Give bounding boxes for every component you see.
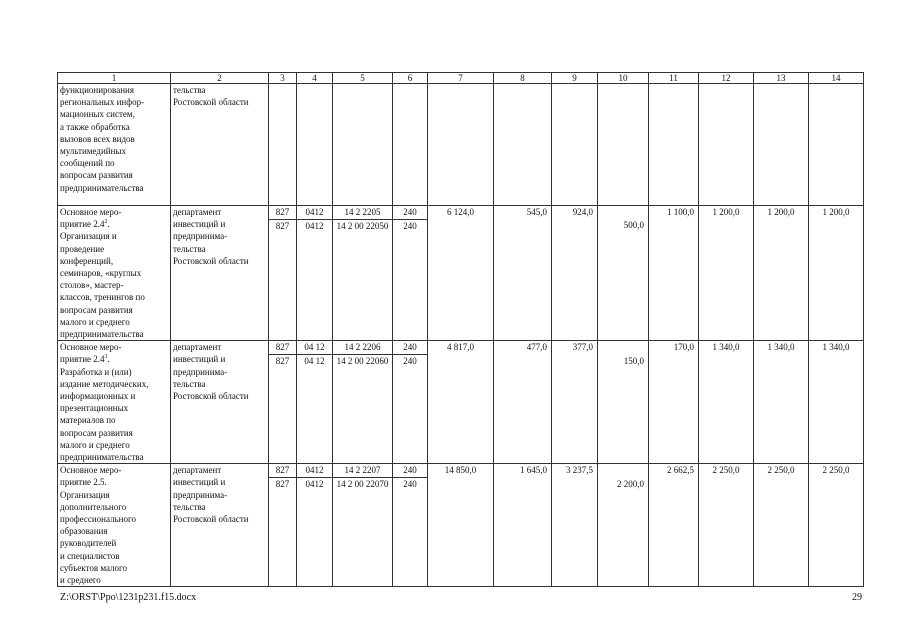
col-header: 1: [58, 73, 171, 84]
gr-code: 827: [269, 206, 297, 220]
year-value: 1 200,0: [699, 206, 754, 341]
gr-code: 827: [269, 464, 297, 478]
section-code: 0412: [297, 478, 333, 587]
total-value: 14 850,0: [428, 464, 494, 587]
event-title-tail: .: [107, 219, 110, 230]
event-title: Основное меро- приятие 2.4: [60, 207, 122, 230]
year-value: 1 340,0: [754, 341, 809, 464]
event-description: функционирования региональных инфор- мационных систем, а также обработка вызовов всех видов мультимедийных сообщений по вопросам развития предпринимательства: [58, 84, 171, 206]
year-value: 2 250,0: [809, 464, 864, 587]
col-header: 9: [552, 73, 598, 84]
column-number-row: [58, 73, 864, 84]
program-table-wrap: [57, 72, 863, 587]
year-value: 2 662,5: [649, 464, 699, 587]
gr-code: 827: [269, 478, 297, 587]
event-description: Организация дополнительного профессионального образования руководителей и специалистов субъектов малого и среднего: [60, 489, 136, 586]
gr-code: 827: [269, 355, 297, 464]
year-value: 1 200,0: [809, 206, 864, 341]
year-value: 1 100,0: [649, 206, 699, 341]
col-header: 13: [754, 73, 809, 84]
section-code: 04 12: [297, 341, 333, 355]
year-value: 1 340,0: [809, 341, 864, 464]
target-code: 14 2 00 22060: [333, 355, 393, 464]
expense-code: 240: [393, 341, 428, 355]
table-row: [58, 206, 864, 220]
col-header: 6: [393, 73, 428, 84]
page-number: 29: [852, 592, 862, 603]
year-value: 2 250,0: [699, 464, 754, 587]
event-footnote: 2: [104, 219, 108, 226]
gr-code: 827: [269, 219, 297, 341]
target-code: 14 2 2206: [333, 341, 393, 355]
year-value: 377,0: [552, 341, 598, 464]
expense-code: 240: [393, 464, 428, 478]
year-value: 170,0: [649, 341, 699, 464]
col-header: 4: [297, 73, 333, 84]
year-value: 1 645,0: [494, 464, 552, 587]
event-title: Основное меро- приятие 2.5.: [60, 465, 122, 488]
year-value: 2 250,0: [754, 464, 809, 587]
event-title-cell: [58, 464, 171, 587]
section-code: 0412: [297, 219, 333, 341]
event-description: Организация и проведение конференций, семинаров, «круглых столов», мастер- классов, тренингов по вопросам развития малого и среднего предпринимательства: [60, 231, 145, 340]
event-title-cell: [58, 341, 171, 464]
col-header: 7: [428, 73, 494, 84]
target-code: 14 2 00 22050: [333, 219, 393, 341]
col-header: 5: [333, 73, 393, 84]
event-title-cell: [58, 206, 171, 341]
year-value: 924,0: [552, 206, 598, 341]
col-header: 10: [598, 73, 649, 84]
section-code: 04 12: [297, 355, 333, 464]
event-title: Основное меро- приятие 2.4: [60, 342, 122, 365]
event-footnote: 3: [104, 354, 108, 361]
footer-file-path: Z:\ORST\Ppo\1231p231.f15.docx: [60, 592, 197, 603]
target-code: 14 2 00 22070: [333, 478, 393, 587]
expense-code: 240: [393, 219, 428, 341]
year-value: 3 237,5: [552, 464, 598, 587]
col-header: 14: [809, 73, 864, 84]
section-code: 0412: [297, 206, 333, 220]
year-value: 2 200,0: [598, 478, 649, 587]
year-value: 1 200,0: [754, 206, 809, 341]
col-header: 11: [649, 73, 699, 84]
col-header: 3: [269, 73, 297, 84]
executor: департамент инвестиций и предпринима- тельства Ростовской области: [171, 206, 269, 341]
total-value: 6 124,0: [428, 206, 494, 341]
executor: департамент инвестиций и предпринима- тельства Ростовской области: [171, 464, 269, 587]
table-row: [58, 341, 864, 355]
expense-code: 240: [393, 206, 428, 220]
col-header: 8: [494, 73, 552, 84]
section-code: 0412: [297, 464, 333, 478]
year-value: 1 340,0: [699, 341, 754, 464]
event-title-tail: .: [107, 354, 110, 365]
year-value: 500,0: [598, 219, 649, 341]
year-value: 150,0: [598, 355, 649, 464]
event-description: Разработка и (или) издание методических, информационных и презентационных материалов по вопросам развития малого и среднего предпринимательства: [60, 366, 149, 463]
executor: департамент инвестиций и предпринима- тельства Ростовской области: [171, 341, 269, 464]
table-row-continuation: [58, 84, 864, 206]
target-code: 14 2 2207: [333, 464, 393, 478]
total-value: 4 817,0: [428, 341, 494, 464]
table-row: [58, 464, 864, 478]
gr-code: 827: [269, 341, 297, 355]
executor: тельства Ростовской области: [171, 84, 269, 206]
col-header: 12: [699, 73, 754, 84]
target-code: 14 2 2205: [333, 206, 393, 220]
year-value: 545,0: [494, 206, 552, 341]
year-value: 477,0: [494, 341, 552, 464]
col-header: 2: [171, 73, 269, 84]
expense-code: 240: [393, 478, 428, 587]
expense-code: 240: [393, 355, 428, 464]
program-table: [57, 72, 864, 587]
